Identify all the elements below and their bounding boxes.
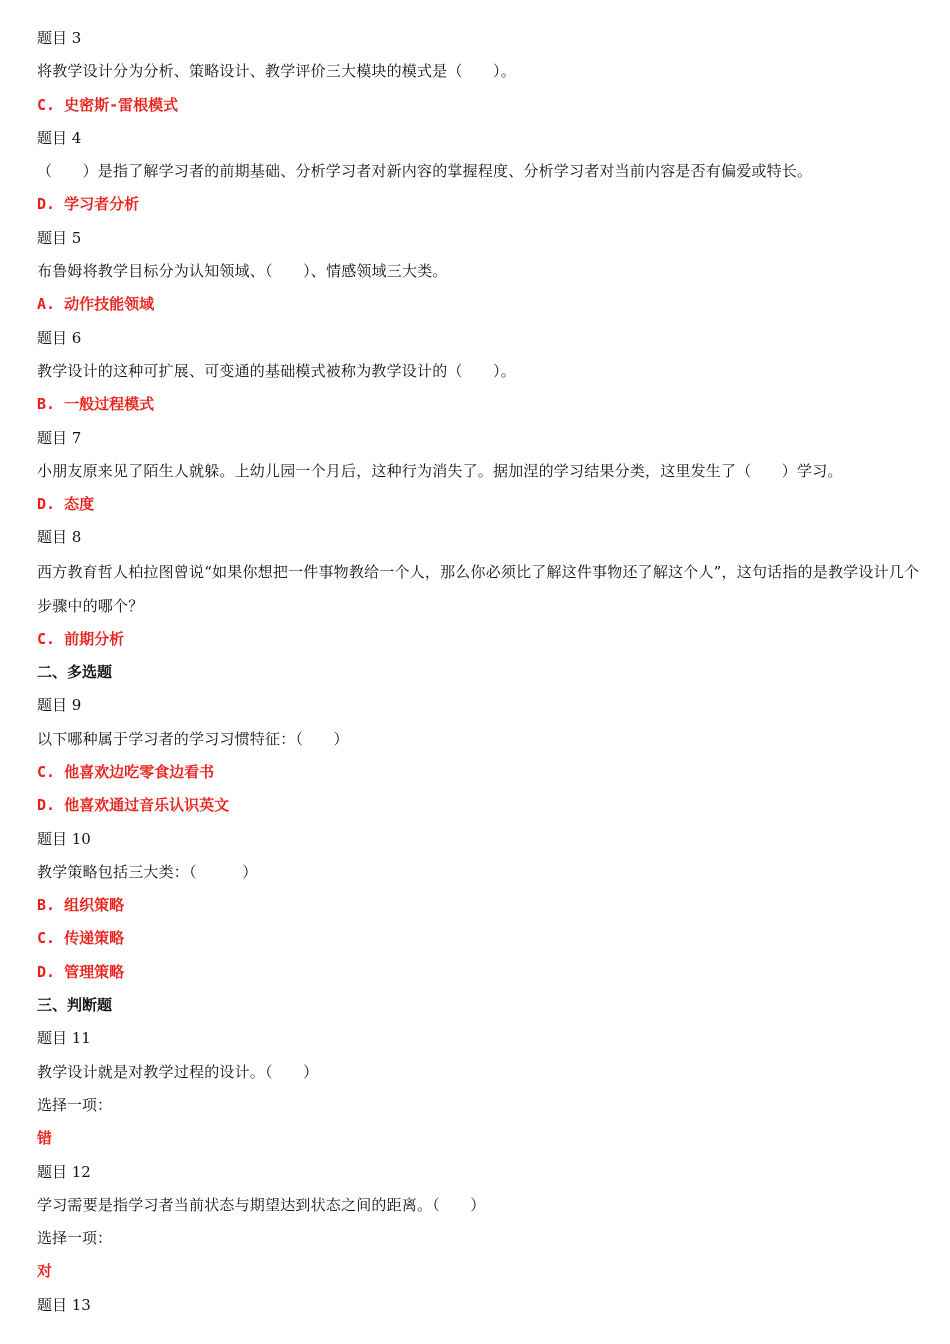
question-number-9: 题目 9 — [37, 696, 82, 715]
answer-11: 错 — [37, 1129, 53, 1148]
question-number-11: 题目 11 — [37, 1029, 91, 1048]
question-number-4: 题目 4 — [37, 128, 82, 147]
answer-8: C. 前期分析 — [37, 629, 125, 648]
answer-10-d: D. 管理策略 — [37, 962, 125, 981]
question-number-13: 题目 13 — [37, 1295, 91, 1314]
question-text-5: 布鲁姆将教学目标分为认知领域、（ ）、情感领域三大类。 — [37, 262, 448, 281]
answer-9-c: C. 他喜欢边吃零食边看书 — [37, 762, 215, 781]
question-number-10: 题目 10 — [37, 829, 91, 848]
question-text-7: 小朋友原来见了陌生人就躲。上幼儿园一个月后，这种行为消失了。据加涅的学习结果分类，这里发生了（ ）学习。 — [37, 461, 843, 480]
question-text-11: 教学设计就是对教学过程的设计。（ ） — [37, 1062, 319, 1081]
question-number-7: 题目 7 — [37, 428, 82, 447]
answer-7: D. 态度 — [37, 495, 95, 514]
question-text-12: 学习需要是指学习者当前状态与期望达到状态之间的距离。（ ） — [37, 1195, 486, 1214]
section-heading-true-false: 三、判断题 — [37, 996, 113, 1015]
section-heading-multiple-choice: 二、多选题 — [37, 663, 113, 682]
question-number-6: 题目 6 — [37, 328, 82, 347]
answer-10-c: C. 传递策略 — [37, 929, 125, 948]
answer-12: 对 — [37, 1262, 53, 1281]
choose-one-label-12: 选择一项： — [37, 1229, 113, 1248]
answer-4: D. 学习者分析 — [37, 195, 140, 214]
question-text-6: 教学设计的这种可扩展、可变通的基础模式被称为教学设计的（ ）。 — [37, 361, 516, 380]
question-number-5: 题目 5 — [37, 228, 82, 247]
document-page — [37, 22, 927, 1322]
question-number-12: 题目 12 — [37, 1162, 91, 1181]
answer-6: B. 一般过程模式 — [37, 395, 155, 414]
answer-3: C. 史密斯-雷根模式 — [37, 95, 179, 114]
question-text-9: 以下哪种属于学习者的学习习惯特征：（ ） — [37, 729, 349, 748]
question-number-8: 题目 8 — [37, 528, 82, 547]
choose-one-label-11: 选择一项： — [37, 1095, 113, 1114]
answer-5: A. 动作技能领域 — [37, 295, 155, 314]
answer-10-b: B. 组织策略 — [37, 896, 125, 915]
question-text-4: （ ）是指了解学习者的前期基础、分析学习者对新内容的掌握程度、分析学习者对当前内容是否有偏爱或特长。 — [37, 162, 813, 181]
question-text-10: 教学策略包括三大类：（ ） — [37, 862, 258, 881]
question-text-3: 将教学设计分为分析、策略设计、教学评价三大模块的模式是（ ）。 — [37, 62, 516, 81]
answer-9-d: D. 他喜欢通过音乐认识英文 — [37, 796, 230, 815]
question-number-3: 题目 3 — [37, 29, 82, 47]
question-text-8: 西方教育哲人柏拉图曾说“如果你想把一件事物教给一个人，那么你必须比了解这件事物还了解这个人”，这句话指的是教学设计几个步骤中的哪个？ — [37, 562, 920, 615]
